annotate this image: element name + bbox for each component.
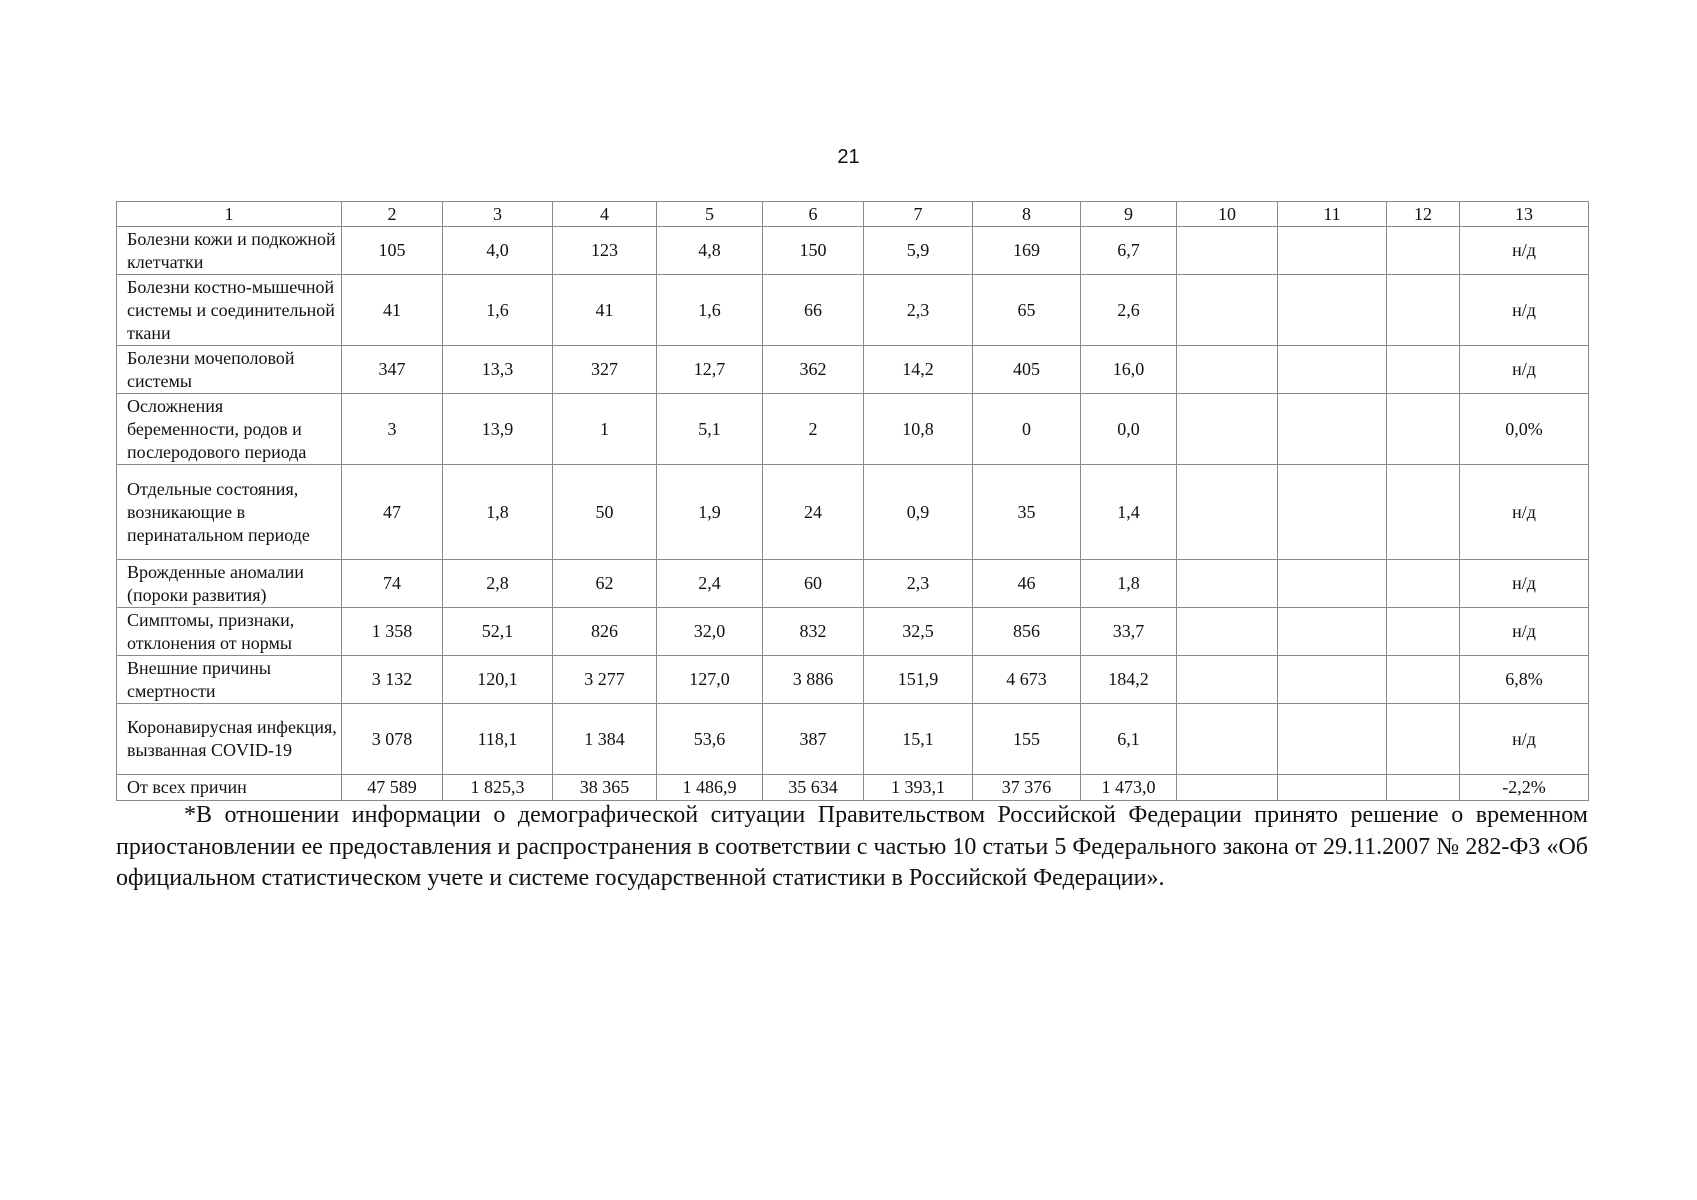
table-cell: 6,8% — [1460, 656, 1589, 704]
table-cell: 74 — [342, 560, 443, 608]
table-cell: 327 — [553, 346, 657, 394]
table-cell: 1 — [553, 394, 657, 465]
row-label: Симптомы, признаки, отклонения от нормы — [117, 608, 342, 656]
table-cell: 1 473,0 — [1081, 775, 1177, 801]
table-cell — [1387, 346, 1460, 394]
row-label: Врожденные аномалии (пороки развития) — [117, 560, 342, 608]
table-cell: 32,5 — [864, 608, 973, 656]
mortality-table-container — [116, 201, 1588, 801]
table-cell: 1 384 — [553, 704, 657, 775]
table-cell: 1,9 — [657, 465, 763, 560]
table-header-row — [117, 202, 1589, 227]
row-label: Осложнения беременности, родов и послеродового периода — [117, 394, 342, 465]
table-cell: 60 — [763, 560, 864, 608]
table-cell: 37 376 — [973, 775, 1081, 801]
table-cell: 2 — [763, 394, 864, 465]
table-cell: 32,0 — [657, 608, 763, 656]
table-cell: 14,2 — [864, 346, 973, 394]
table-cell: н/д — [1460, 608, 1589, 656]
table-cell: 856 — [973, 608, 1081, 656]
table-cell: 6,7 — [1081, 227, 1177, 275]
table-cell: н/д — [1460, 560, 1589, 608]
row-label: Внешние причины смертности — [117, 656, 342, 704]
table-cell — [1278, 227, 1387, 275]
row-label: Болезни кожи и подкожной клетчатки — [117, 227, 342, 275]
table-cell — [1387, 465, 1460, 560]
table-cell — [1278, 560, 1387, 608]
table-cell: 1 825,3 — [443, 775, 553, 801]
table-row — [117, 394, 1589, 465]
column-number: 10 — [1177, 202, 1278, 227]
table-cell: 35 — [973, 465, 1081, 560]
table-row — [117, 275, 1589, 346]
table-cell — [1278, 465, 1387, 560]
column-number: 13 — [1460, 202, 1589, 227]
table-cell: 120,1 — [443, 656, 553, 704]
table-cell: 50 — [553, 465, 657, 560]
table-cell: 3 132 — [342, 656, 443, 704]
table-cell: 150 — [763, 227, 864, 275]
table-cell — [1387, 704, 1460, 775]
page-number: 21 — [837, 146, 860, 168]
table-cell: 1,6 — [657, 275, 763, 346]
table-cell — [1387, 560, 1460, 608]
table-row — [117, 465, 1589, 560]
table-cell: 2,3 — [864, 560, 973, 608]
table-cell: 41 — [553, 275, 657, 346]
table-cell — [1278, 394, 1387, 465]
table-cell: 6,1 — [1081, 704, 1177, 775]
table-cell — [1177, 394, 1278, 465]
table-cell: 33,7 — [1081, 608, 1177, 656]
column-number: 1 — [117, 202, 342, 227]
table-cell: 5,1 — [657, 394, 763, 465]
table-cell: 184,2 — [1081, 656, 1177, 704]
table-cell: 2,8 — [443, 560, 553, 608]
table-cell: 387 — [763, 704, 864, 775]
table-row — [117, 227, 1589, 275]
table-cell: н/д — [1460, 465, 1589, 560]
table-cell: 1 358 — [342, 608, 443, 656]
table-row — [117, 608, 1589, 656]
table-cell: 347 — [342, 346, 443, 394]
column-number: 3 — [443, 202, 553, 227]
table-cell: -2,2% — [1460, 775, 1589, 801]
column-number: 9 — [1081, 202, 1177, 227]
table-cell: 1,6 — [443, 275, 553, 346]
table-cell: 47 — [342, 465, 443, 560]
table-cell: 41 — [342, 275, 443, 346]
table-cell — [1177, 465, 1278, 560]
table-cell: 46 — [973, 560, 1081, 608]
table-cell: 53,6 — [657, 704, 763, 775]
table-cell: 2,6 — [1081, 275, 1177, 346]
table-cell: 1 393,1 — [864, 775, 973, 801]
table-cell: н/д — [1460, 275, 1589, 346]
table-cell: 1 486,9 — [657, 775, 763, 801]
table-cell — [1387, 227, 1460, 275]
table-cell: 62 — [553, 560, 657, 608]
row-label: Коронавирусная инфекция, вызванная COVID-19 — [117, 704, 342, 775]
table-cell: 1,8 — [443, 465, 553, 560]
column-number: 11 — [1278, 202, 1387, 227]
table-cell: 0,9 — [864, 465, 973, 560]
table-cell: 405 — [973, 346, 1081, 394]
table-cell: н/д — [1460, 227, 1589, 275]
table-cell: 38 365 — [553, 775, 657, 801]
row-label: Болезни мочеполовой системы — [117, 346, 342, 394]
column-number: 2 — [342, 202, 443, 227]
table-cell: 24 — [763, 465, 864, 560]
table-cell — [1387, 608, 1460, 656]
table-cell — [1177, 560, 1278, 608]
table-row — [117, 346, 1589, 394]
table-cell: 118,1 — [443, 704, 553, 775]
table-cell: 0 — [973, 394, 1081, 465]
table-cell — [1387, 275, 1460, 346]
table-cell: 4,0 — [443, 227, 553, 275]
table-cell — [1177, 656, 1278, 704]
table-cell — [1387, 775, 1460, 801]
table-row — [117, 656, 1589, 704]
table-cell — [1177, 608, 1278, 656]
table-row — [117, 704, 1589, 775]
table-cell: 826 — [553, 608, 657, 656]
column-number: 8 — [973, 202, 1081, 227]
table-cell: 52,1 — [443, 608, 553, 656]
table-cell: 1,4 — [1081, 465, 1177, 560]
table-cell: 362 — [763, 346, 864, 394]
table-cell — [1278, 704, 1387, 775]
table-cell: 4 673 — [973, 656, 1081, 704]
table-cell: 2,4 — [657, 560, 763, 608]
mortality-table — [116, 201, 1589, 801]
table-cell: 3 277 — [553, 656, 657, 704]
table-cell — [1278, 656, 1387, 704]
table-cell: 65 — [973, 275, 1081, 346]
table-row — [117, 560, 1589, 608]
table-cell — [1387, 394, 1460, 465]
table-cell: 12,7 — [657, 346, 763, 394]
table-cell: 105 — [342, 227, 443, 275]
table-cell: 832 — [763, 608, 864, 656]
table-cell: 13,3 — [443, 346, 553, 394]
table-cell: н/д — [1460, 346, 1589, 394]
table-cell — [1177, 227, 1278, 275]
table-cell: 35 634 — [763, 775, 864, 801]
table-cell — [1278, 608, 1387, 656]
table-cell: 13,9 — [443, 394, 553, 465]
table-cell: 127,0 — [657, 656, 763, 704]
column-number: 6 — [763, 202, 864, 227]
table-cell: 169 — [973, 227, 1081, 275]
column-number: 5 — [657, 202, 763, 227]
table-cell: 151,9 — [864, 656, 973, 704]
table-cell: н/д — [1460, 704, 1589, 775]
table-cell: 123 — [553, 227, 657, 275]
table-cell: 10,8 — [864, 394, 973, 465]
table-cell — [1278, 275, 1387, 346]
row-label: Болезни костно-мышечной системы и соединительной ткани — [117, 275, 342, 346]
table-cell — [1177, 346, 1278, 394]
table-cell — [1387, 656, 1460, 704]
table-cell: 15,1 — [864, 704, 973, 775]
table-cell: 1,8 — [1081, 560, 1177, 608]
table-cell: 0,0 — [1081, 394, 1177, 465]
row-label: От всех причин — [117, 775, 342, 801]
row-label: Отдельные состояния, возникающие в перинатальном периоде — [117, 465, 342, 560]
table-cell: 3 078 — [342, 704, 443, 775]
table-cell: 2,3 — [864, 275, 973, 346]
column-number: 4 — [553, 202, 657, 227]
table-cell — [1278, 775, 1387, 801]
table-cell: 47 589 — [342, 775, 443, 801]
table-cell: 0,0% — [1460, 394, 1589, 465]
table-cell: 3 — [342, 394, 443, 465]
table-cell: 3 886 — [763, 656, 864, 704]
table-cell: 155 — [973, 704, 1081, 775]
table-cell — [1177, 775, 1278, 801]
footnote: *В отношении информации о демографической ситуации Правительством Российской Федерации принято решение о временном приостановлении ее предоставления и распространения в соответствии с частью 10 статьи 5 Федерального закона от 29.11.2007 № 282-ФЗ «Об официальном статистическом учете и системе государственной статистики в Российской Федерации». — [116, 802, 1588, 891]
table-cell — [1278, 346, 1387, 394]
table-cell: 4,8 — [657, 227, 763, 275]
table-row-total — [117, 775, 1589, 801]
table-cell: 66 — [763, 275, 864, 346]
table-cell: 16,0 — [1081, 346, 1177, 394]
table-cell — [1177, 275, 1278, 346]
table-cell: 5,9 — [864, 227, 973, 275]
table-cell — [1177, 704, 1278, 775]
column-number: 7 — [864, 202, 973, 227]
column-number: 12 — [1387, 202, 1460, 227]
